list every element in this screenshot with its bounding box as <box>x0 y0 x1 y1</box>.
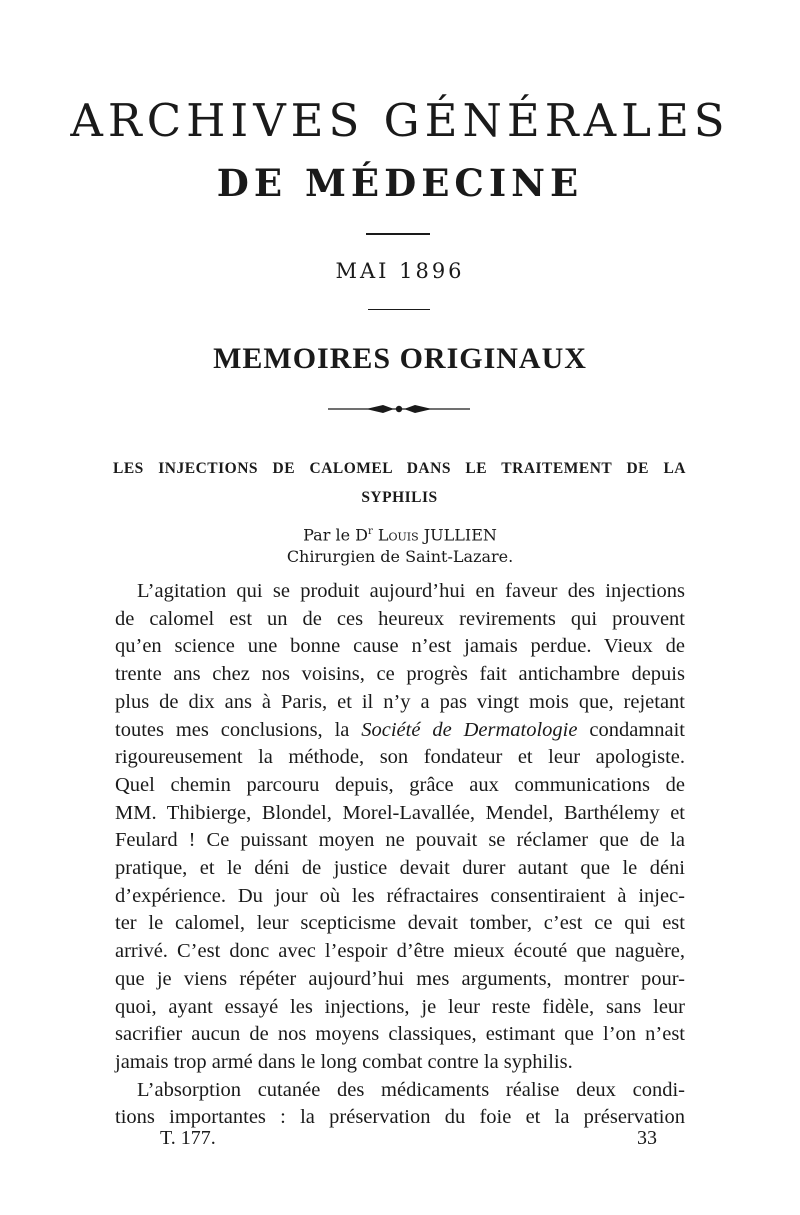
text-line: qu’en science une bonne cause n’est jamais perdue. Vieux de <box>115 635 685 658</box>
author-line <box>0 521 800 546</box>
article-title-line: LES INJECTIONS DE CALOMEL DANS LE TRAITEMENT DE LA <box>113 460 686 477</box>
text-line: ter le calomel, leur scepticisme devait tomber, c’est ce qui est <box>115 912 685 935</box>
text-line: quoi, ayant essayé les injections, je leur reste fidèle, sans leur <box>115 995 685 1018</box>
volume-number: T. 177. <box>160 1127 216 1149</box>
text-line: d’expérience. Du jour où les réfractaires consentiraient à injec- <box>115 884 685 907</box>
article-body <box>115 578 685 1132</box>
text-line: rigoureusement la méthode, son fondateur et leur apologiste. <box>115 746 685 769</box>
text-segment: toutes mes conclusions, la <box>115 718 350 741</box>
author-last-name: JULLIEN <box>423 525 497 545</box>
text-line: MM. Thibierge, Blondel, Morel-Lavallée, Mendel, Barthélemy et <box>115 801 685 824</box>
text-line: L’absorption cutanée des médicaments réalise deux condi- <box>137 1078 685 1101</box>
text-line: sacrifier aucun de nos moyens classiques, estimant que l’on n’est <box>115 1023 685 1046</box>
divider-rule <box>366 233 430 235</box>
degree-superscript: r <box>367 526 373 537</box>
text-line: tions importantes : la préservation du foie et la préservation <box>115 1106 685 1129</box>
text-line: pratique, et le déni de justice devait durer autant que le déni <box>115 857 685 880</box>
ornament-divider <box>328 399 470 419</box>
journal-title: ARCHIVES GÉNÉRALES <box>70 94 730 147</box>
byline-prefix: Par le D <box>303 525 368 545</box>
text-line: L’agitation qui se produit aujourd’hui en faveur des injections <box>137 580 685 602</box>
text-line: Feulard ! Ce puissant moyen ne pouvait se réclamer que de la <box>115 829 685 852</box>
page-number: 33 <box>637 1127 657 1149</box>
text-line: que je viens répéter aujourd’hui mes arguments, montrer pour- <box>115 967 685 990</box>
text-line <box>115 717 685 745</box>
text-line: Quel chemin parcouru depuis, grâce aux communications de <box>115 773 685 796</box>
text-line: arrivé. C’est donc avec l’espoir d’être mieux écouté que naguère, <box>115 940 685 963</box>
text-line: jamais trop armé dans le long combat contre la syphilis. <box>115 1050 573 1073</box>
divider-rule <box>368 309 430 310</box>
society-name: Société de Dermatologie <box>361 718 578 741</box>
section-heading: MEMOIRES ORIGINAUX <box>213 342 587 375</box>
text-line: plus de dix ans à Paris, et il n’y a pas vingt mois que, rejetant <box>115 690 685 713</box>
text-line: trente ans chez nos voisins, ce progrès fait antichambre depuis <box>115 663 685 686</box>
article-title-line: SYPHILIS <box>361 489 438 506</box>
text-segment: condamnait <box>589 718 685 741</box>
author-affiliation: Chirurgien de Saint-Lazare. <box>286 547 514 567</box>
article-title <box>113 454 686 512</box>
text-line: de calomel est un de ces heureux revirements qui prouvent <box>115 607 685 630</box>
byline <box>0 521 800 568</box>
author-first-name: Louis <box>377 525 419 545</box>
journal-subtitle: DE MÉDECINE <box>216 161 584 205</box>
issue-date: MAI 1896 <box>335 259 465 283</box>
